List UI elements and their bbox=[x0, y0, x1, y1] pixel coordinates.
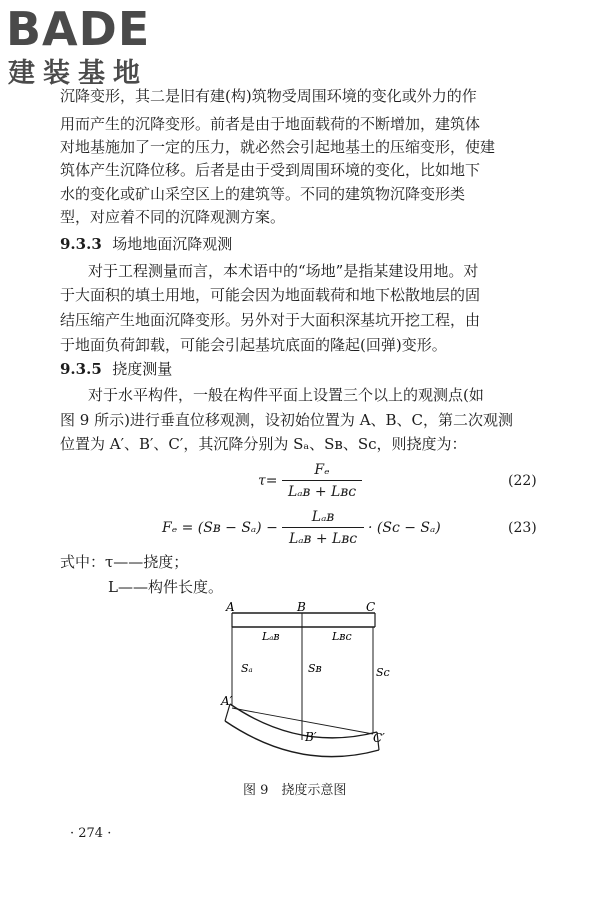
paragraph-line: 位置为 A′、B′、C′，其沉降分别为 Sₐ、Sʙ、Sᴄ，则挠度为： bbox=[60, 435, 467, 453]
formula-numerator: Lₐʙ bbox=[311, 509, 335, 525]
label-c-prime: C′ bbox=[373, 731, 385, 745]
section-number: 9.3.3 bbox=[60, 235, 102, 253]
paragraph-line: 结压缩产生地面沉降变形。另外对于大面积深基坑开挖工程，由 bbox=[60, 311, 481, 329]
paragraph-line: 于地面负荷卸载，可能会引起基坑底面的隆起(回弹)变形。 bbox=[60, 336, 447, 354]
formula-numerator: Fₑ bbox=[314, 462, 330, 478]
paragraph-line: 沉降变形，其二是旧有建(构)筑物受周围环境的变化或外力的作 bbox=[60, 87, 477, 105]
formula-denominator: Lₐʙ + Lʙᴄ bbox=[288, 531, 358, 547]
label-sa: Sₐ bbox=[241, 662, 253, 675]
paragraph-line: 对地基施加了一定的压力，就必然会引起地基土的压缩变形，使建 bbox=[60, 138, 496, 156]
equation-number: (22) bbox=[508, 473, 537, 489]
paragraph-line: 于大面积的填土用地，可能会因为地面载荷和地下松散地层的固 bbox=[60, 286, 481, 304]
label-sb: Sʙ bbox=[308, 662, 322, 675]
definition-line: 式中：τ——挠度； bbox=[60, 553, 189, 571]
section-title: 挠度测量 bbox=[112, 360, 173, 378]
paragraph-line: 用而产生的沉降变形。前者是由于地面载荷的不断增加，建筑体 bbox=[60, 115, 481, 133]
logo-subtitle: 建装基地 bbox=[8, 58, 148, 89]
paragraph-line: 型，对应着不同的沉降观测方案。 bbox=[60, 208, 286, 226]
label-a-prime: A′ bbox=[221, 694, 233, 708]
label-lbc: Lʙᴄ bbox=[332, 630, 352, 643]
formula-rhs: · (Sᴄ − Sₐ) bbox=[368, 520, 441, 536]
label-b: B bbox=[297, 600, 306, 614]
paragraph-line: 水的变化或矿山采空区上的建筑等。不同的建筑物沉降变形类 bbox=[60, 185, 466, 203]
paragraph-line: 图 9 所示)进行垂直位移观测，设初始位置为 A、B、C，第二次观测 bbox=[60, 411, 514, 429]
label-b-prime: B′ bbox=[305, 730, 317, 744]
formula-lhs: Fₑ = (Sʙ − Sₐ) − bbox=[162, 520, 278, 536]
page-number: · 274 · bbox=[70, 826, 112, 841]
section-number: 9.3.5 bbox=[60, 360, 102, 378]
paragraph-line: 筑体产生沉降位移。后者是由于受到周围环境的变化，比如地下 bbox=[60, 161, 481, 179]
label-lab: Lₐʙ bbox=[262, 630, 280, 643]
section-title: 场地地面沉降观测 bbox=[112, 235, 233, 253]
paragraph-line: 对于工程测量而言，本术语中的“场地”是指某建设用地。对 bbox=[88, 262, 479, 280]
definition-line: L——构件长度。 bbox=[108, 578, 223, 596]
paragraph-line: 对于水平构件，一般在构件平面上设置三个以上的观测点(如 bbox=[88, 386, 484, 404]
formula-lhs: τ= bbox=[258, 473, 278, 489]
label-sc: Sᴄ bbox=[376, 666, 390, 679]
logo-brand-text: BADE bbox=[6, 2, 151, 56]
label-a: A bbox=[226, 600, 235, 614]
equation-number: (23) bbox=[508, 520, 537, 536]
figure-caption: 图 9 挠度示意图 bbox=[243, 783, 347, 798]
label-c: C bbox=[366, 600, 376, 614]
formula-denominator: Lₐʙ + Lʙᴄ bbox=[287, 484, 357, 500]
